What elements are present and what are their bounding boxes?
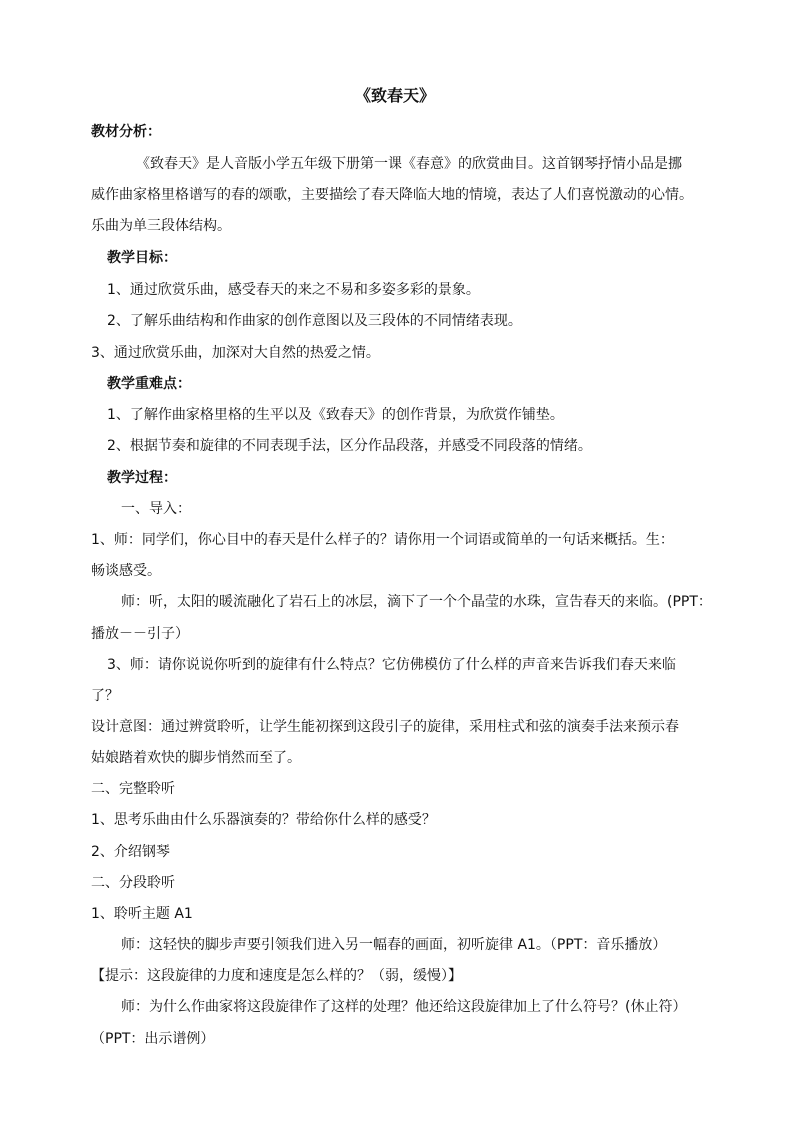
paragraph-line: 威作曲家格里格谱写的春的颂歌，主要描绘了春天降临大地的情境，表达了人们喜悦激动的心情。 bbox=[91, 187, 693, 203]
subsection-heading: 一、导入： bbox=[121, 501, 191, 517]
paragraph-line: 师：听，太阳的暖流融化了岩石上的冰层，滴下了一个个晶莹的水珠，宣告春天的来临。(PPT： bbox=[121, 594, 712, 610]
paragraph-line: （PPT：出示谱例） bbox=[91, 1031, 215, 1047]
document-title: 《致春天》 bbox=[355, 86, 436, 105]
paragraph-line: 设计意图：通过辨赏聆听，让学生能初探到这段引子的旋律，采用柱式和弦的演奏手法来预示春 bbox=[91, 719, 679, 735]
paragraph-line: 师：这轻快的脚步声要引领我们进入另一幅春的画面，初听旋律 A1。（PPT：音乐播放） bbox=[121, 937, 667, 953]
paragraph-line: 1、师：同学们，你心目中的春天是什么样子的？请你用一个词语或简单的一句话来概括。生： bbox=[91, 532, 674, 548]
paragraph-line: 姑娘踏着欢快的脚步悄然而至了。 bbox=[91, 750, 301, 766]
paragraph-line: 畅谈感受。 bbox=[91, 563, 161, 579]
list-item: 1、通过欣赏乐曲，感受春天的来之不易和多姿多彩的景象。 bbox=[107, 282, 480, 298]
list-item: 2、介绍钢琴 bbox=[91, 844, 170, 860]
section-heading: 教学目标： bbox=[107, 250, 177, 266]
list-item: 2、了解乐曲结构和作曲家的创作意图以及三段体的不同情绪表现。 bbox=[107, 313, 522, 329]
subsection-heading: 二、分段聆听 bbox=[91, 875, 175, 891]
paragraph-line: 播放－－引子） bbox=[91, 626, 189, 642]
list-item: 1、聆听主题 A1 bbox=[91, 906, 193, 922]
list-item: 1、思考乐曲由什么乐器演奏的？带给你什么样的感受？ bbox=[91, 812, 436, 828]
list-item: 1、了解作曲家格里格的生平以及《致春天》的创作背景，为欣赏作铺垫。 bbox=[107, 407, 564, 423]
paragraph-line: 了？ bbox=[91, 688, 119, 704]
list-item: 3、通过欣赏乐曲，加深对大自然的热爱之情。 bbox=[91, 345, 380, 361]
section-heading: 教学重难点： bbox=[107, 376, 191, 392]
paragraph-line: 师：为什么作曲家将这段旋律作了这样的处理？他还给这段旋律加上了什么符号？(休止符） bbox=[121, 999, 687, 1015]
section-heading: 教学过程： bbox=[107, 470, 177, 486]
paragraph-line: 3、师：请你说说你听到的旋律有什么特点？它仿佛模仿了什么样的声音来告诉我们春天来临 bbox=[107, 657, 676, 673]
paragraph-line: 乐曲为单三段体结构。 bbox=[91, 218, 231, 234]
subsection-heading: 二、完整聆听 bbox=[91, 781, 175, 797]
list-item: 2、根据节奏和旋律的不同表现手法，区分作品段落，并感受不同段落的情绪。 bbox=[107, 438, 592, 454]
section-heading: 教材分析： bbox=[91, 124, 161, 140]
paragraph-line: 【提示：这段旋律的力度和速度是怎么样的？（弱，缓慢）】 bbox=[91, 968, 462, 984]
paragraph-line: 《致春天》是人音版小学五年级下册第一课《春意》的欣赏曲目。这首钢琴抒情小品是挪 bbox=[136, 156, 682, 172]
